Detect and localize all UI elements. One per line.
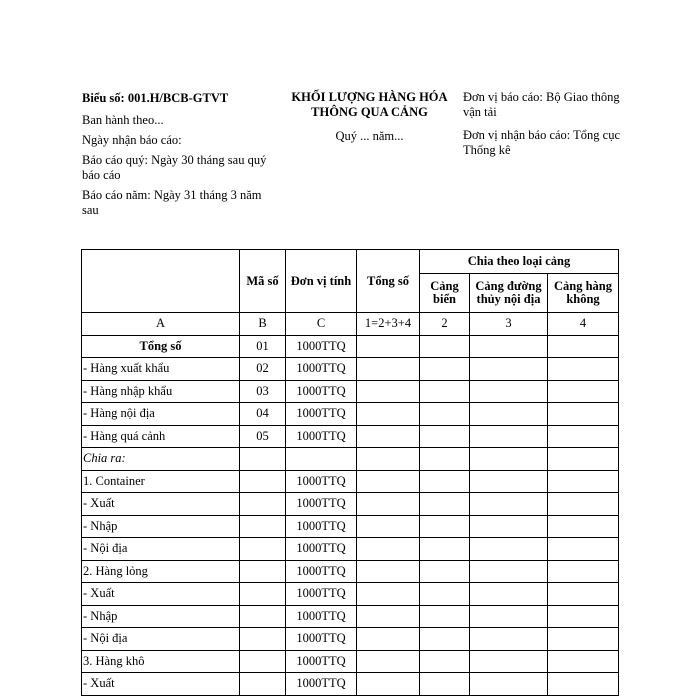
row-total-value [357,583,420,606]
header-row-1 [82,250,619,274]
row-label: 1. Container [82,470,240,493]
row-sea-port-value [420,425,470,448]
row-air-port-value [548,470,619,493]
row-air-port-value [548,560,619,583]
row-unit: 1000TTQ [286,650,357,673]
row-unit [286,448,357,471]
receiving-unit: Đơn vị nhận báo cáo: Tổng cục Thống kê [463,128,621,157]
header-label-cell [82,250,240,313]
row-inland-port-value [470,650,548,673]
row-total-value [357,515,420,538]
row-code [240,448,286,471]
row-total-value [357,425,420,448]
report-period: Quý ... năm... [335,129,404,143]
index-cell: A [82,313,240,336]
row-code: 04 [240,403,286,426]
row-air-port-value [548,493,619,516]
row-label: 2. Hàng lỏng [82,560,240,583]
row-label: - Hàng xuất khẩu [82,358,240,381]
row-sea-port-value [420,358,470,381]
table-row [82,605,619,628]
row-inland-port-value [470,673,548,696]
row-total-value [357,650,420,673]
table-row [82,538,619,561]
row-sea-port-value [420,380,470,403]
reporting-unit: Đơn vị báo cáo: Bộ Giao thông vận tải [463,90,620,119]
issued-by: Ban hành theo... [82,113,164,127]
header-inland-port: Cảng đường thủy nội địa [470,274,548,313]
table-row [82,628,619,651]
row-unit: 1000TTQ [286,335,357,358]
row-label: Tổng số [82,335,240,358]
header-unit: Đơn vị tính [286,250,357,313]
index-cell: 2 [420,313,470,336]
row-total-value [357,628,420,651]
table-row [82,358,619,381]
table-row [82,673,619,696]
table-row [82,470,619,493]
header-total: Tổng số [357,250,420,313]
quarterly-deadline: Báo cáo quý: Ngày 30 tháng sau quý báo cáo [82,153,267,182]
row-sea-port-value [420,470,470,493]
annual-deadline: Báo cáo năm: Ngày 31 tháng 3 năm sau [82,188,262,217]
row-code [240,493,286,516]
row-label: - Nội địa [82,538,240,561]
row-air-port-value [548,358,619,381]
table-row [82,403,619,426]
index-row [82,313,619,336]
row-unit: 1000TTQ [286,470,357,493]
row-label: - Xuất [82,673,240,696]
row-inland-port-value [470,560,548,583]
row-unit: 1000TTQ [286,358,357,381]
row-air-port-value [548,403,619,426]
table-row [82,493,619,516]
row-sea-port-value [420,403,470,426]
cargo-volume-table [81,249,619,696]
index-cell: 4 [548,313,619,336]
row-code [240,605,286,628]
row-label: 3. Hàng khô [82,650,240,673]
table-row [82,583,619,606]
row-label: - Hàng nội địa [82,403,240,426]
row-unit: 1000TTQ [286,425,357,448]
table-row [82,515,619,538]
row-unit: 1000TTQ [286,380,357,403]
row-unit: 1000TTQ [286,403,357,426]
row-inland-port-value [470,358,548,381]
row-unit: 1000TTQ [286,515,357,538]
report-meta-right [463,90,623,166]
row-air-port-value [548,605,619,628]
table-row [82,425,619,448]
row-unit: 1000TTQ [286,493,357,516]
row-unit: 1000TTQ [286,538,357,561]
row-inland-port-value [470,403,548,426]
row-total-value [357,403,420,426]
table-row [82,448,619,471]
form-code: Biểu số: 001.H/BCB-GTVT [82,91,229,105]
row-code [240,583,286,606]
row-code [240,470,286,493]
row-code: 03 [240,380,286,403]
row-unit: 1000TTQ [286,605,357,628]
row-sea-port-value [420,628,470,651]
row-code [240,560,286,583]
table-row [82,380,619,403]
row-code [240,650,286,673]
row-unit: 1000TTQ [286,583,357,606]
row-total-value [357,358,420,381]
index-cell: B [240,313,286,336]
row-sea-port-value [420,650,470,673]
row-label: - Hàng quá cảnh [82,425,240,448]
row-total-value [357,493,420,516]
row-sea-port-value [420,448,470,471]
row-sea-port-value [420,538,470,561]
row-total-value [357,538,420,561]
row-total-value [357,560,420,583]
row-label: - Hàng nhập khẩu [82,380,240,403]
table-row [82,650,619,673]
row-air-port-value [548,380,619,403]
row-sea-port-value [420,583,470,606]
row-code [240,538,286,561]
table-row [82,335,619,358]
header-sea-port: Cảng biển [420,274,470,313]
row-code: 02 [240,358,286,381]
row-label: - Xuất [82,493,240,516]
report-meta-left [82,90,267,223]
row-air-port-value [548,650,619,673]
row-inland-port-value [470,425,548,448]
header-air-port: Cảng hàng không [548,274,619,313]
row-air-port-value [548,448,619,471]
received-date: Ngày nhận báo cáo: [82,133,182,147]
row-total-value [357,380,420,403]
row-label: - Nhập [82,605,240,628]
header-code: Mã số [240,250,286,313]
row-total-value [357,673,420,696]
index-cell: C [286,313,357,336]
index-cell: 3 [470,313,548,336]
row-sea-port-value [420,493,470,516]
row-sea-port-value [420,335,470,358]
row-code: 05 [240,425,286,448]
row-inland-port-value [470,628,548,651]
row-air-port-value [548,673,619,696]
index-cell: 1=2+3+4 [357,313,420,336]
row-inland-port-value [470,538,548,561]
row-label: - Nhập [82,515,240,538]
row-air-port-value [548,628,619,651]
row-sea-port-value [420,673,470,696]
row-air-port-value [548,583,619,606]
row-unit: 1000TTQ [286,628,357,651]
row-air-port-value [548,335,619,358]
row-inland-port-value [470,583,548,606]
row-inland-port-value [470,380,548,403]
row-unit: 1000TTQ [286,673,357,696]
header-port-group: Chia theo loại cảng [420,250,619,274]
row-label: - Xuất [82,583,240,606]
row-code [240,673,286,696]
row-code [240,515,286,538]
report-title-block [277,90,462,144]
row-air-port-value [548,515,619,538]
row-code: 01 [240,335,286,358]
table-row [82,560,619,583]
row-label: Chia ra: [82,448,240,471]
row-unit: 1000TTQ [286,560,357,583]
row-inland-port-value [470,470,548,493]
row-total-value [357,335,420,358]
row-inland-port-value [470,335,548,358]
report-title: KHỐI LƯỢNG HÀNG HÓA THÔNG QUA CẢNG [291,90,448,119]
row-label: - Nội địa [82,628,240,651]
row-inland-port-value [470,515,548,538]
row-sea-port-value [420,560,470,583]
row-sea-port-value [420,515,470,538]
row-total-value [357,448,420,471]
row-code [240,628,286,651]
row-sea-port-value [420,605,470,628]
row-inland-port-value [470,605,548,628]
row-inland-port-value [470,448,548,471]
row-air-port-value [548,425,619,448]
row-total-value [357,605,420,628]
row-inland-port-value [470,493,548,516]
row-air-port-value [548,538,619,561]
row-total-value [357,470,420,493]
